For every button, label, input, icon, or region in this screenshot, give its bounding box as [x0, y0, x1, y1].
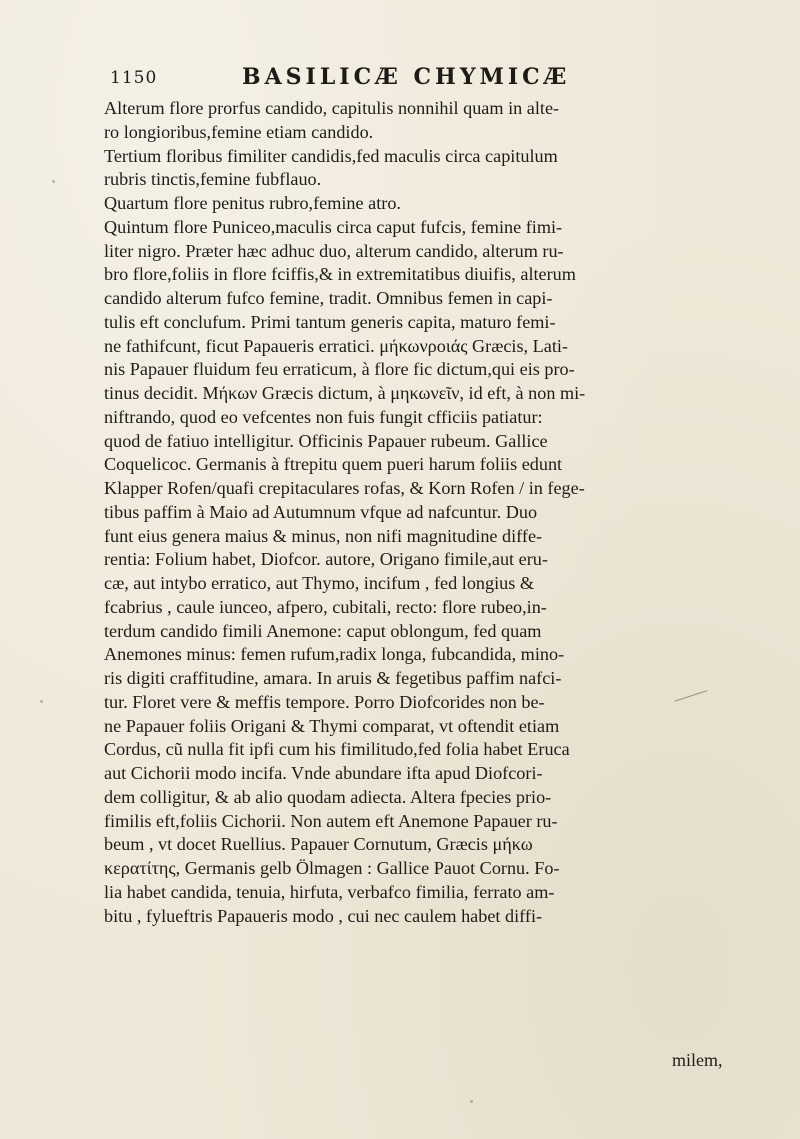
text-line: terdum candido fimili Anemone: caput oblongum, fed quam	[104, 620, 542, 641]
text-line: beum , vt docet Ruellius. Papauer Cornutum, Græcis μήκω	[104, 834, 533, 855]
running-head: BASILICÆ CHYMICÆ	[242, 64, 571, 90]
text-line: bro flore,foliis in flore fciffis,& in extremitatibus diuifis, alterum	[104, 264, 576, 285]
page-number: 1150	[110, 68, 158, 88]
text-line: ne fathifcunt, ficut Papaueris erratici. μήκωνροιάς Græcis, Lati-	[104, 335, 568, 356]
text-line: fimilis eft,foliis Cichorii. Non autem eft Anemone Papauer ru-	[104, 810, 558, 831]
text-line: tulis eft conclufum. Primi tantum generis capita, maturo femi-	[104, 311, 556, 332]
text-line: Anemones minus: femen rufum,radix longa, fubcandida, mino-	[104, 644, 565, 665]
text-line: Tertium floribus fimiliter candidis,fed maculis circa capitulum	[104, 145, 558, 166]
text-line: candido alterum fufco femine, tradit. Omnibus femen in capi-	[104, 288, 553, 308]
text-line: κερατίτης, Germanis gelb Ölmagen : Gallice Pauot Cornu. Fo-	[104, 858, 560, 878]
text-line: fcabrius , caule iunceo, afpero, cubitali, recto: flore rubeo,in-	[104, 596, 547, 617]
text-line: tibus paffim à Maio ad Autumnum vfque ad nafcuntur. Duo	[104, 501, 538, 522]
text-line: Quintum flore Puniceo,maculis circa caput fufcis, femine fimi-	[104, 216, 563, 237]
catchword: milem,	[672, 1050, 723, 1070]
text-line: liter nigro. Præter hæc adhuc duo, alterum candido, alterum ru-	[104, 240, 564, 261]
text-line: tinus decidit. Μήκων Græcis dictum, à μηκωνεῖν, id eft, à non mi-	[104, 383, 586, 403]
paper-speck	[470, 1100, 473, 1103]
text-line: niftrando, quod eo vefcentes non fuis fungit cfficiis patiatur:	[104, 406, 543, 427]
text-line: funt eius genera maius & minus, non nifi magnitudine diffe-	[104, 525, 543, 546]
text-line: ro longioribus,femine etiam candido.	[104, 121, 374, 142]
text-line: Klapper Rofen/quafi crepitaculares rofas, & Korn Rofen / in fege-	[104, 478, 585, 498]
text-line: rentia: Folium habet, Diofcor. autore, Origano fimile,aut eru-	[104, 549, 548, 570]
text-line: Coquelicoc. Germanis à ftrepitu quem pueri harum foliis edunt	[104, 454, 563, 475]
paper-speck	[40, 700, 43, 703]
text-line: ne Papauer foliis Origani & Thymi comparat, vt oftendit etiam	[104, 715, 560, 736]
text-line: bitu , fylueftris Papaueris modo , cui nec caulem habet diffi-	[104, 905, 543, 926]
body-text	[104, 97, 750, 928]
text-line: nis Papauer fluidum feu erraticum, à flore fic dictum,qui eis pro-	[104, 359, 575, 380]
text-line: cæ, aut intybo erratico, aut Thymo, incifum , fed longius &	[104, 573, 535, 593]
text-line: ris digiti craffitudine, amara. In aruis & fegetibus paffim nafci-	[104, 668, 562, 688]
text-line: rubris tinctis,femine fubflauo.	[104, 169, 322, 190]
text-line: Cordus, cũ nulla fit ipfi cum his fimilitudo,fed folia habet Eruca	[104, 739, 570, 760]
text-line: aut Cichorii modo incifa. Vnde abundare ifta apud Diofcori-	[104, 763, 543, 783]
text-line: dem colligitur, & ab alio quodam adiecta. Altera fpecies prio-	[104, 786, 552, 807]
page-header	[110, 64, 740, 92]
paper-speck	[52, 180, 55, 183]
text-line: Quartum flore penitus rubro,femine atro.	[104, 193, 401, 213]
text-line: quod de fatiuo intelligitur. Officinis Papauer rubeum. Gallice	[104, 430, 548, 451]
text-line: Alterum flore prorfus candido, capitulis nonnihil quam in alte-	[104, 98, 560, 118]
text-line: lia habet candida, tenuia, hirfuta, verbafco fimilia, ferrato am-	[104, 881, 555, 902]
text-line: tur. Floret vere & meffis tempore. Porro Diofcorides non be-	[104, 691, 545, 712]
